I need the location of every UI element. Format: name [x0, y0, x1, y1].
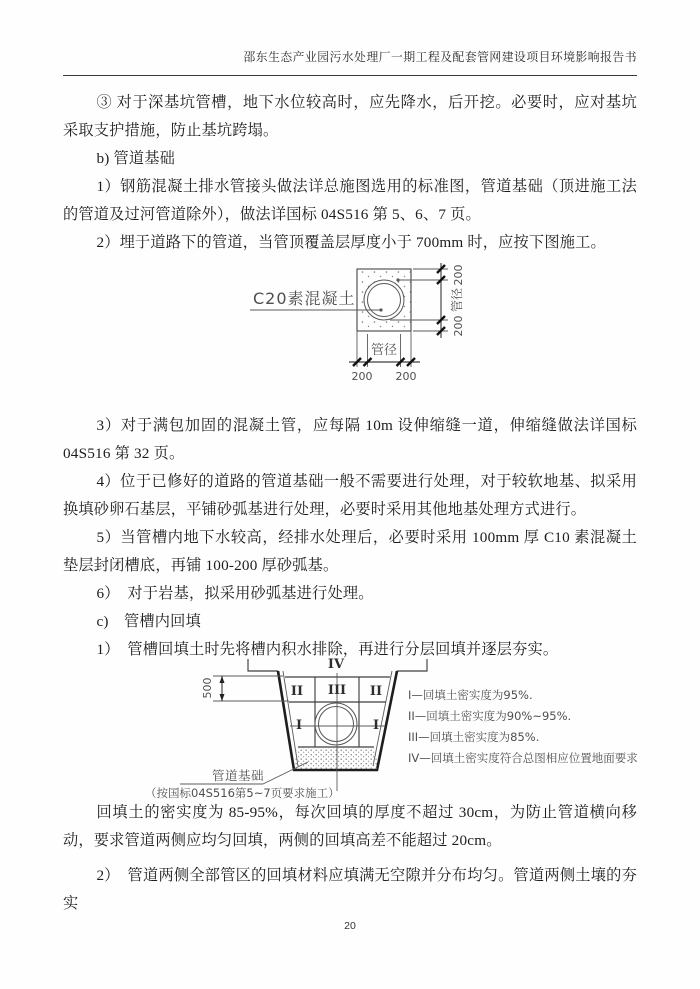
figure-trench-backfill [63, 657, 638, 800]
heading-c-trench-backfill: c) 管槽内回填 [96, 613, 201, 630]
paragraph-b6: 6） 对于岩基，拟采用砂弧基进行处理。 [96, 585, 374, 602]
ground-line-left [248, 659, 278, 671]
paragraph-b3: 3）对于满包加固的混凝土管，应每隔 10m 设伸缩缝一道，伸缩缝做法详国标 04S516 第 32 页。 [63, 417, 637, 462]
zone-label-lower-right: I [372, 718, 380, 733]
paragraph-b5: 5）当管槽内地下水较高，经排水处理后，必要时采用 100mm 厚 C10 素混凝土垫层封闭槽底，再铺 100-200 厚砂弧基。 [63, 529, 637, 574]
paragraph-b4: 4）位于已修好的道路的管道基础一般不需要进行处理，对于较软地基、拟采用换填砂卵石基层，平铺砂弧基进行处理，必要时采用其他地基处理方式进行。 [63, 473, 637, 518]
legend-zone-2: II—回填土密实度为90%~95%. [408, 709, 572, 723]
dim-200-bottom-left: 200 [351, 370, 373, 383]
paragraph-b2: 2）埋于道路下的管道，当管顶覆盖层厚度小于 700mm 时，应按下图施工。 [96, 234, 606, 251]
trench-backfill-diagram [140, 650, 665, 805]
zone-label-upper-right: II [369, 684, 383, 699]
legend-zone-4: IV—回填土密实度符合总图相应位置地面要求 [408, 751, 638, 765]
page-number: 20 [344, 920, 356, 932]
paragraph-c1: 1） 管槽回填土时先将槽内积水排除，再进行分层回填并逐层夯实。 [96, 641, 559, 658]
legend-zone-1: I—回填土密实度为95%. [408, 688, 533, 702]
zone-label-top: IV [327, 657, 345, 672]
dim-200-right-bottom: 200 [452, 315, 465, 337]
zone-label-lower-left: I [295, 718, 303, 733]
page-header: 邵东生态产业园污水处理厂一期工程及配套管网建设项目环境影响报告书 [63, 50, 637, 76]
heading-b-pipe-foundation: b) 管道基础 [96, 150, 176, 167]
pipe-inner-circle [319, 707, 354, 742]
zone-label-upper-left: II [290, 684, 304, 699]
dim-200-right-top: 200 [452, 264, 465, 286]
concrete-label: C20素混凝土 [253, 289, 356, 308]
foundation-label: 管道基础 [212, 768, 265, 783]
figure-pipe-encasement [63, 257, 637, 412]
leader-dot [379, 308, 382, 311]
legend-zone-3: III—回填土密实度为85%. [408, 730, 540, 744]
pipe-encasement-diagram [240, 259, 490, 399]
dim-500-label: 500 [201, 677, 214, 699]
foundation-note: （按国标04S516第5~7页要求施工） [145, 786, 340, 800]
dim-diameter-bottom: 管径 [370, 343, 398, 358]
paragraph-deep-trench: ③ 对于深基坑管槽，地下水位较高时，应先降水，后开挖。必要时，应对基坑采取支护措施，防止基坑跨塌。 [63, 94, 637, 139]
dim-200-bottom-right: 200 [395, 370, 417, 383]
dim-diameter-right: 管径 [450, 287, 464, 313]
leader-dot-2 [396, 278, 399, 281]
pipe-foundation-concrete [294, 748, 378, 769]
pipe-inner-circle [368, 284, 401, 317]
paragraph-c2: 2） 管道两侧全部管区的回填材料应填满无空隙并分布均匀。管道两侧土壤的夯实 [63, 867, 637, 912]
paragraph-b1: 1）钢筋混凝土排水管接头做法详总施图选用的标准图，管道基础（顶进施工法的管道及过河管道除外），做法详国标 04S516 第 5、6、7 页。 [63, 178, 637, 223]
foundation-leader-line [263, 762, 308, 784]
ground-line-right [397, 659, 427, 671]
paragraph-c1-continued: 回填土的密实度为 85-95%，每次回填的厚度不超过 30cm，为防止管道横向移动，要求管道两侧应均匀回填，两侧的回填高差不能超过 20cm。 [63, 804, 637, 849]
zone-label-upper-center: III [327, 683, 347, 698]
